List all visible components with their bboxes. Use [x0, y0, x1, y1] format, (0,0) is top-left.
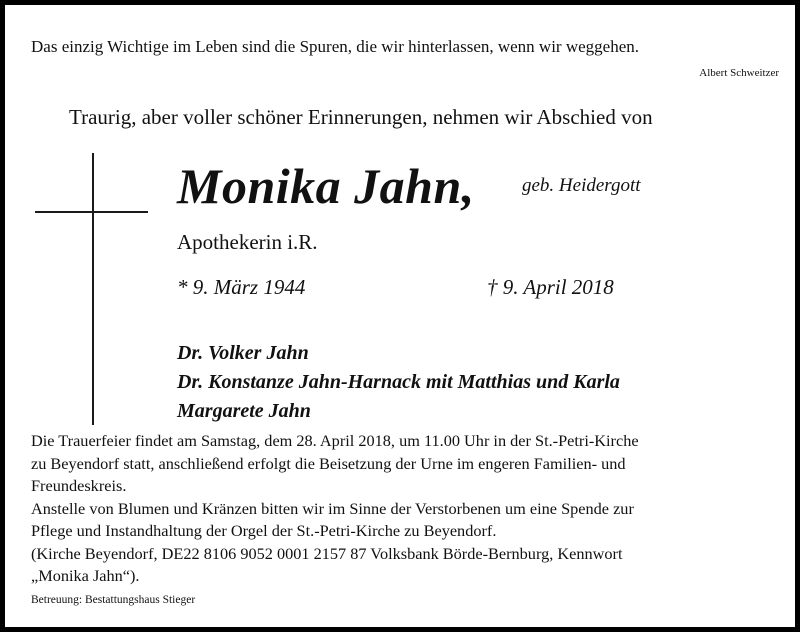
cross-icon-vertical	[92, 153, 94, 425]
quote-text: Das einzig Wichtige im Leben sind die Spuren, die wir hinterlassen, wenn wir weggehen.	[31, 37, 640, 56]
mourner-line: Dr. Konstanze Jahn-Harnack mit Matthias und Karla	[177, 371, 620, 393]
body-line: (Kirche Beyendorf, DE22 8106 9052 0001 2157 87 Volksbank Börde-Bernburg, Kennwort	[31, 543, 623, 563]
birth-date: * 9. März 1944	[177, 275, 306, 299]
body-line: Anstelle von Blumen und Kränzen bitten wir im Sinne der Verstorbenen um eine Spende zur	[31, 498, 634, 518]
funeral-home-credit: Betreuung: Bestattungshaus Stieger	[31, 594, 196, 606]
body-line: Die Trauerfeier findet am Samstag, dem 28. April 2018, um 11.00 Uhr in der St.-Petri-Kirche	[31, 431, 639, 450]
profession: Apothekerin i.R.	[177, 230, 318, 254]
maiden-name: geb. Heidergott	[522, 175, 641, 196]
death-date: † 9. April 2018	[487, 275, 614, 299]
mourners-list	[177, 339, 620, 426]
body-line: Freundeskreis.	[31, 476, 127, 495]
funeral-details	[31, 430, 639, 588]
cross-icon-horizontal	[35, 211, 148, 213]
body-line: Pflege und Instandhaltung der Orgel der St.-Petri-Kirche zu Beyendorf.	[31, 521, 497, 540]
mourner-line: Dr. Volker Jahn	[177, 342, 309, 364]
mourner-line: Margarete Jahn	[177, 400, 311, 422]
intro-line: Traurig, aber voller schöner Erinnerungen, nehmen wir Abschied von	[69, 105, 653, 129]
body-line: „Monika Jahn“).	[31, 566, 140, 585]
deceased-name: Monika Jahn,	[177, 158, 475, 214]
body-line: zu Beyendorf statt, anschließend erfolgt die Beisetzung der Urne im engeren Familien- und	[31, 453, 626, 473]
quote-author: Albert Schweitzer	[699, 67, 779, 79]
